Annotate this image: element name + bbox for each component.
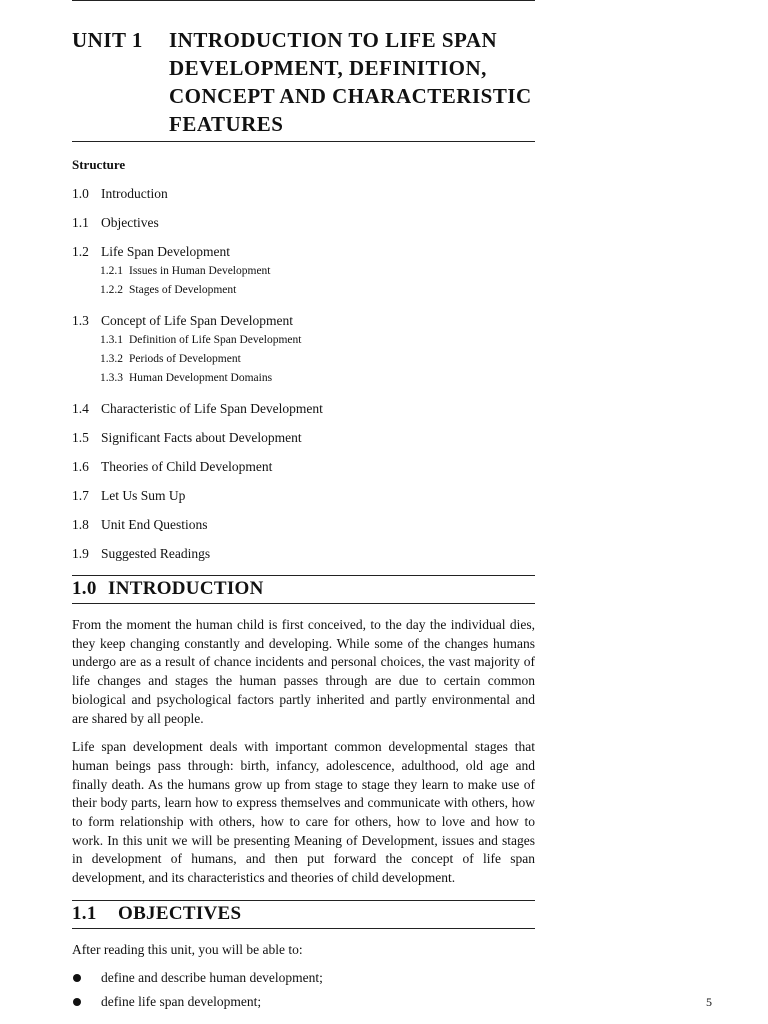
toc-item-label: Characteristic of Life Span Development bbox=[101, 401, 323, 416]
toc-subitem-label: Issues in Human Development bbox=[129, 265, 271, 277]
toc-subitem bbox=[100, 350, 535, 369]
toc-item-number: 1.7 bbox=[72, 488, 89, 503]
toc-item bbox=[72, 546, 535, 562]
section-title-text: OBJECTIVES bbox=[118, 902, 242, 924]
toc-item-label: Life Span Development bbox=[101, 244, 230, 259]
header-top-rule bbox=[72, 0, 535, 1]
toc-subitem-label: Human Development Domains bbox=[129, 372, 273, 384]
section-number: 1.1 bbox=[72, 902, 97, 924]
toc-item-number: 1.9 bbox=[72, 546, 89, 561]
toc-item-number: 1.5 bbox=[72, 430, 89, 445]
objective-item bbox=[72, 966, 535, 990]
toc-sublist bbox=[100, 331, 535, 388]
toc-subitem bbox=[100, 331, 535, 350]
section-title-text: INTRODUCTION bbox=[108, 578, 264, 599]
toc-subitem-label: Definition of Life Span Development bbox=[129, 334, 302, 346]
toc-item-number: 1.0 bbox=[72, 186, 89, 201]
toc-item-label: Introduction bbox=[101, 186, 168, 201]
table-of-contents bbox=[72, 186, 535, 562]
unit-title-line: CONCEPT AND CHARACTERISTIC bbox=[169, 84, 532, 108]
section-bottom-rule bbox=[72, 928, 535, 929]
unit-title bbox=[169, 26, 535, 138]
toc-item bbox=[72, 488, 535, 504]
toc-item-label: Theories of Child Development bbox=[101, 459, 273, 474]
toc-subitem-number: 1.3.1 bbox=[100, 334, 123, 346]
section-bottom-rule bbox=[72, 603, 535, 604]
unit-title-line: FEATURES bbox=[169, 112, 284, 136]
introduction-paragraph: Life span development deals with important common developmental stages that human beings pass through: birth, infancy, adolescence, adulthood, old age and finally death. As the humans grow up from stage to stage they learn to make use of their body parts, learn how to express themselves and communicate with others, how to form relationship with others, how to care for others, how to love and how to work. In this unit we will be presenting Meaning of Development, issues and stages in development of humans, and then put forward the concept of life span development, and its characteristics and theories of child development. bbox=[72, 739, 535, 886]
toc-subitem bbox=[100, 281, 535, 300]
toc-item-label: Unit End Questions bbox=[101, 517, 208, 532]
toc-subitem-label: Periods of Development bbox=[129, 353, 241, 365]
toc-sublist bbox=[100, 262, 535, 300]
objectives-list bbox=[72, 966, 535, 1014]
toc-subitem bbox=[100, 369, 535, 388]
toc-item-number: 1.2 bbox=[72, 244, 89, 259]
page-number: 5 bbox=[706, 995, 712, 1009]
objective-item bbox=[72, 990, 535, 1014]
toc-subitem bbox=[100, 262, 535, 281]
toc-item-label: Concept of Life Span Development bbox=[101, 313, 293, 328]
unit-title-line: INTRODUCTION TO LIFE SPAN bbox=[169, 28, 498, 52]
structure-heading: Structure bbox=[72, 157, 126, 172]
toc-subitem-number: 1.2.2 bbox=[100, 284, 123, 296]
toc-item-number: 1.1 bbox=[72, 215, 89, 230]
toc-subitem-label: Stages of Development bbox=[129, 284, 237, 296]
toc-item bbox=[72, 244, 535, 300]
toc-subitem-number: 1.2.1 bbox=[100, 265, 123, 277]
objectives-section-header bbox=[72, 900, 535, 929]
toc-item bbox=[72, 401, 535, 417]
toc-subitem-number: 1.3.2 bbox=[100, 353, 123, 365]
toc-item-number: 1.4 bbox=[72, 401, 89, 416]
section-title bbox=[72, 576, 535, 603]
toc-item bbox=[72, 517, 535, 533]
header-bottom-rule bbox=[72, 141, 535, 142]
bullet-icon bbox=[73, 998, 81, 1006]
toc-subitem-number: 1.3.3 bbox=[100, 372, 123, 384]
toc-item bbox=[72, 313, 535, 388]
toc-item-label: Let Us Sum Up bbox=[101, 488, 186, 503]
unit-label: UNIT 1 bbox=[72, 28, 143, 52]
bullet-icon bbox=[73, 974, 81, 982]
toc-item-label: Objectives bbox=[101, 215, 159, 230]
toc-item-number: 1.6 bbox=[72, 459, 89, 474]
toc-item bbox=[72, 459, 535, 475]
objective-text: define and describe human development; bbox=[101, 969, 323, 985]
introduction-section-header bbox=[72, 575, 535, 604]
section-number: 1.0 bbox=[72, 578, 97, 599]
introduction-paragraph: From the moment the human child is first conceived, to the day the individual dies, they keep changing constantly and developing. While some of the changes humans undergo are as a result of chance incidents and personal choices, the vast majority of life changes and stages the human passes through are due to certain common biological and psychological factors partly inherited and partly environmental and are shared by all people. bbox=[72, 617, 535, 726]
toc-item bbox=[72, 186, 535, 202]
objectives-lead: After reading this unit, you will be able to: bbox=[72, 941, 303, 957]
toc-item bbox=[72, 430, 535, 446]
objective-text: define life span development; bbox=[101, 993, 262, 1009]
toc-item bbox=[72, 215, 535, 231]
toc-item-number: 1.3 bbox=[72, 313, 89, 328]
section-title bbox=[72, 901, 535, 928]
toc-item-label: Significant Facts about Development bbox=[101, 430, 302, 445]
unit-title-line: DEVELOPMENT, DEFINITION, bbox=[169, 56, 487, 80]
unit-header bbox=[72, 23, 535, 141]
toc-item-label: Suggested Readings bbox=[101, 546, 211, 561]
document-page bbox=[72, 0, 535, 1014]
toc-item-number: 1.8 bbox=[72, 517, 89, 532]
